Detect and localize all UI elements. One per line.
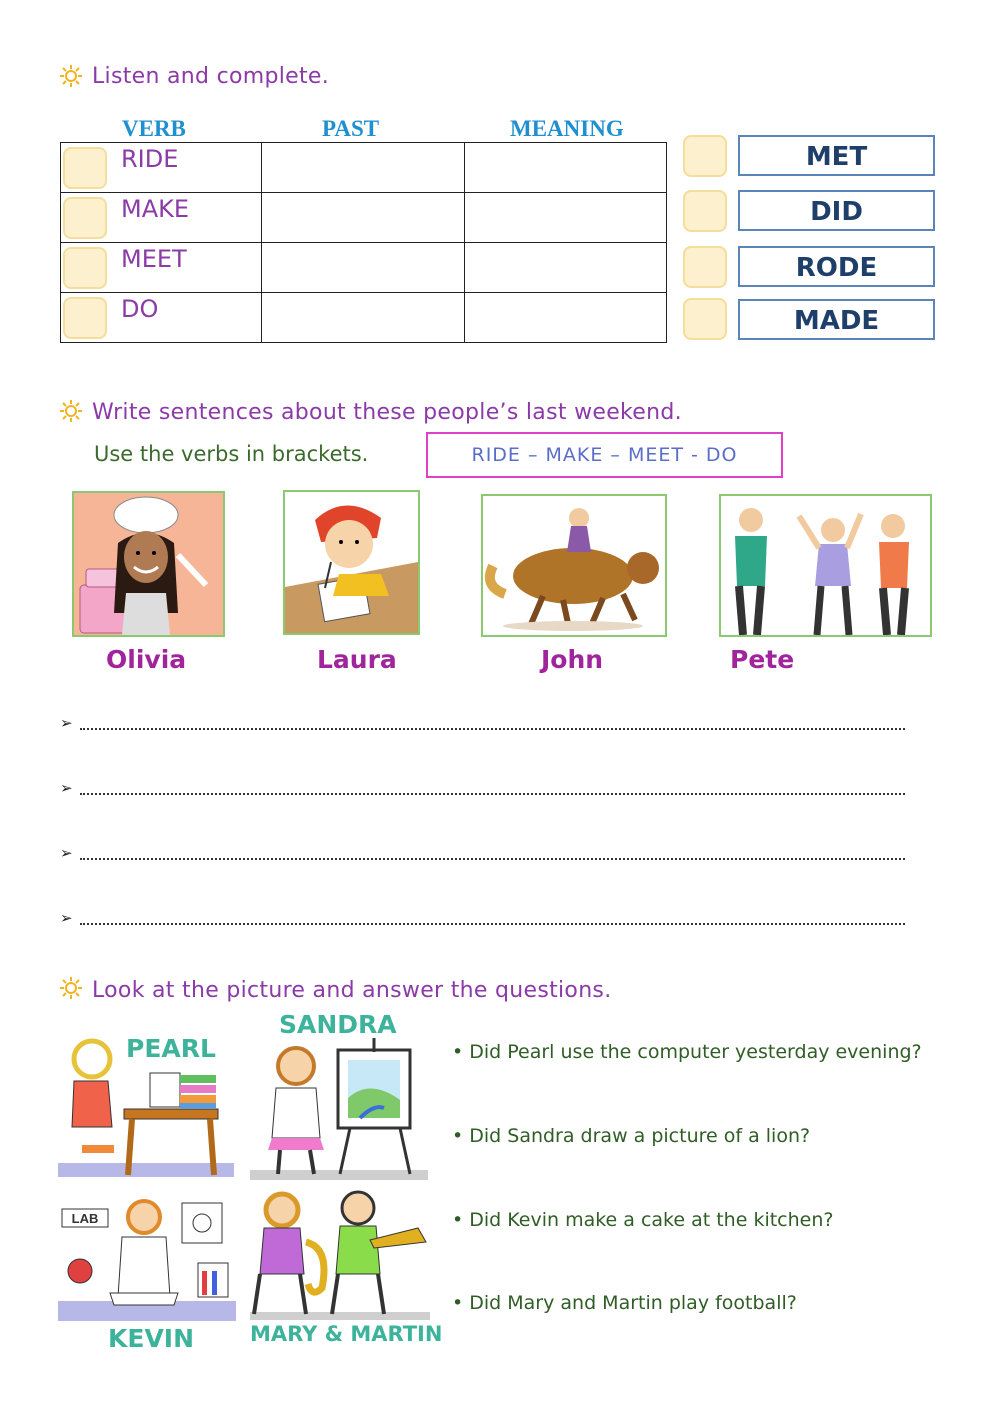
girl-writing-illustration (285, 492, 418, 633)
name-john: John (541, 645, 604, 674)
olivia-picture (72, 491, 225, 637)
past-input-cell[interactable] (262, 293, 465, 343)
header-verb: VERB (122, 116, 186, 141)
verb-label: DO (121, 295, 159, 323)
table-row (61, 293, 667, 343)
header-past: PAST (322, 116, 380, 141)
verb-cell (61, 293, 262, 343)
label-mary-martin: MARY & MARTIN (250, 1322, 443, 1346)
dotted-line (80, 793, 905, 795)
label-sandra: SANDRA (279, 1010, 397, 1039)
sandra-painting-illustration (250, 1038, 430, 1182)
answer-line[interactable] (60, 846, 905, 866)
drop-box[interactable] (63, 147, 107, 189)
pony-rider-illustration (483, 496, 665, 635)
dotted-line (80, 728, 905, 730)
drop-box[interactable] (63, 297, 107, 339)
section1-title: Listen and complete. (92, 64, 330, 89)
section2-title: Write sentences about these people’s last weekend. (92, 400, 682, 425)
section3-title: Look at the picture and answer the questions. (92, 978, 612, 1003)
chef-girl-illustration (74, 493, 223, 635)
label-kevin: KEVIN (108, 1324, 195, 1353)
answer-card-rode[interactable]: RODE (738, 246, 935, 287)
john-picture (481, 494, 667, 637)
answer-line[interactable] (60, 716, 905, 736)
arrow-bullet-icon: ➢ (60, 714, 73, 732)
sun-icon (60, 65, 82, 87)
header-meaning: MEANING (510, 116, 624, 141)
dotted-line (80, 923, 905, 925)
answer-card-did[interactable]: DID (738, 190, 935, 231)
answer-drop-box[interactable] (683, 135, 727, 177)
verb-label: MEET (121, 245, 187, 273)
section2-subtitle: Use the verbs in brackets. (94, 442, 369, 466)
laura-picture (283, 490, 420, 635)
question-sandra: • Did Sandra draw a picture of a lion? (452, 1125, 811, 1147)
past-input-cell[interactable] (262, 243, 465, 293)
verb-cell (61, 193, 262, 243)
answer-drop-box[interactable] (683, 246, 727, 288)
sun-icon (60, 977, 82, 999)
meaning-input-cell[interactable] (465, 293, 667, 343)
past-input-cell[interactable] (262, 193, 465, 243)
arrow-bullet-icon: ➢ (60, 779, 73, 797)
verb-cell (61, 243, 262, 293)
label-pearl: PEARL (126, 1034, 216, 1063)
arrow-bullet-icon: ➢ (60, 909, 73, 927)
answer-line[interactable] (60, 781, 905, 801)
kevin-lab-illustration (58, 1193, 238, 1323)
meaning-input-cell[interactable] (465, 193, 667, 243)
pete-picture (719, 494, 932, 637)
meaning-input-cell[interactable] (465, 243, 667, 293)
mary-martin-music-illustration (250, 1188, 432, 1322)
question-kevin: • Did Kevin make a cake at the kitchen? (452, 1209, 834, 1231)
arrow-bullet-icon: ➢ (60, 844, 73, 862)
verbs-box: RIDE – MAKE – MEET - DO (426, 432, 783, 478)
drop-box[interactable] (63, 197, 107, 239)
verb-label: MAKE (121, 195, 190, 223)
verb-cell (61, 143, 262, 193)
table-row (61, 143, 667, 193)
drop-box[interactable] (63, 247, 107, 289)
question-pearl: • Did Pearl use the computer yesterday evening? (452, 1041, 922, 1063)
question-mary-martin: • Did Mary and Martin play football? (452, 1292, 797, 1314)
pearl-computer-illustration (58, 1035, 236, 1181)
dotted-line (80, 858, 905, 860)
past-input-cell[interactable] (262, 143, 465, 193)
verb-label: RIDE (121, 145, 179, 173)
answer-drop-box[interactable] (683, 190, 727, 232)
name-olivia: Olivia (106, 645, 187, 674)
people-greeting-illustration (721, 496, 930, 635)
answer-card-made[interactable]: MADE (738, 299, 935, 340)
answer-card-met[interactable]: MET (738, 135, 935, 176)
name-laura: Laura (317, 645, 397, 674)
table-row (61, 193, 667, 243)
verb-table (60, 142, 667, 343)
label-lab: LAB (71, 1211, 99, 1226)
answer-drop-box[interactable] (683, 298, 727, 340)
sun-icon (60, 400, 82, 422)
name-pete: Pete (730, 645, 795, 674)
answer-line[interactable] (60, 911, 905, 931)
table-row (61, 243, 667, 293)
meaning-input-cell[interactable] (465, 143, 667, 193)
